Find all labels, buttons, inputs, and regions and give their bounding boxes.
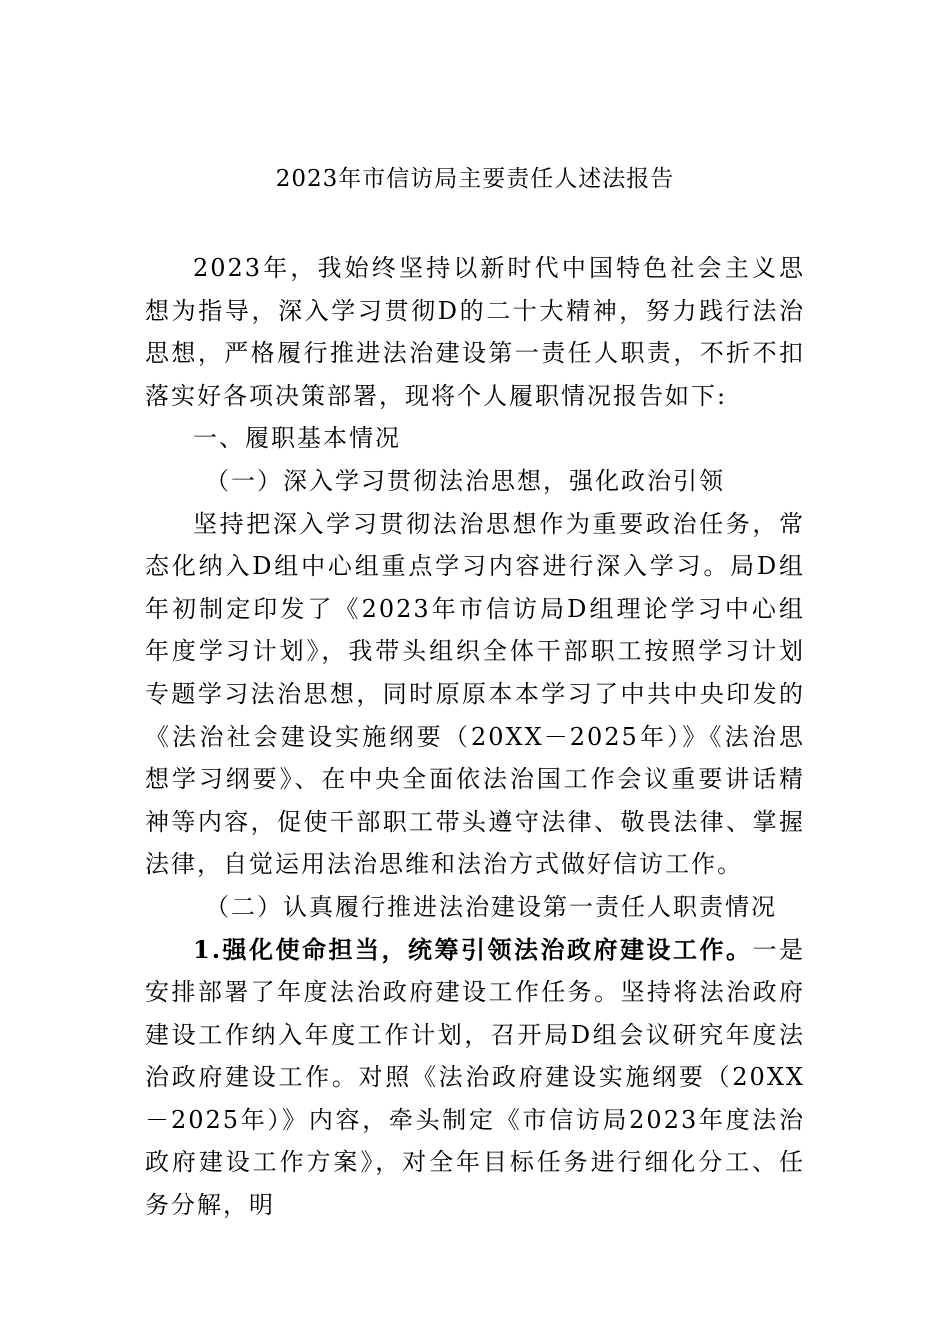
item-lead-1: 1.强化使命担当，统筹引领法治政府建设工作。	[193, 934, 753, 964]
subsection-body-1: 坚持把深入学习贯彻法治思想作为重要政治任务，常态化纳入D组中心组重点学习内容进行深入学习。局D组年初制定印发了《2023年市信访局D组理论学习中心组年度学习计划》，我带头组织全体干部职工按照学习计划专题学习法治思想，同时原原本本学习了中共中央印发的《法治社会建设实施纲要（20XX－2025年）》《法治思想学习纲要》、在中央全面依法治国工作会议重要讲话精神等内容，促使干部职工带头遵守法律、敬畏法律、掌握法律，自觉运用法治思维和法治方式做好信访工作。	[145, 509, 805, 879]
subsection-heading-2: （二）认真履行推进法治建设第一责任人职责情况	[205, 892, 777, 921]
section-heading: 一、履职基本情况	[193, 424, 401, 453]
item-paragraph-1	[145, 929, 805, 1227]
subsection-heading-1: （一）深入学习贯彻法治思想，强化政治引领	[205, 466, 725, 495]
document-title: 2023年市信访局主要责任人述法报告	[275, 166, 675, 192]
document-body	[145, 247, 805, 1227]
intro-paragraph: 2023年，我始终坚持以新时代中国特色社会主义思想为指导，深入学习贯彻D的二十大精神，努力践行法治思想，严格履行推进法治建设第一责任人职责，不折不扣落实好各项决策部署，现将个人履职情况报告如下:	[145, 254, 805, 410]
item-body-1: 一是安排部署了年度法治政府建设工作任务。坚持将法治政府建设工作纳入年度工作计划，召开局D组会议研究年度法治政府建设工作。对照《法治政府建设实施纲要（20XX－2025年）》内容，牵头制定《市信访局2023年度法治政府建设工作方案》，对全年目标任务进行细化分工、任务分解，明	[145, 935, 805, 1220]
